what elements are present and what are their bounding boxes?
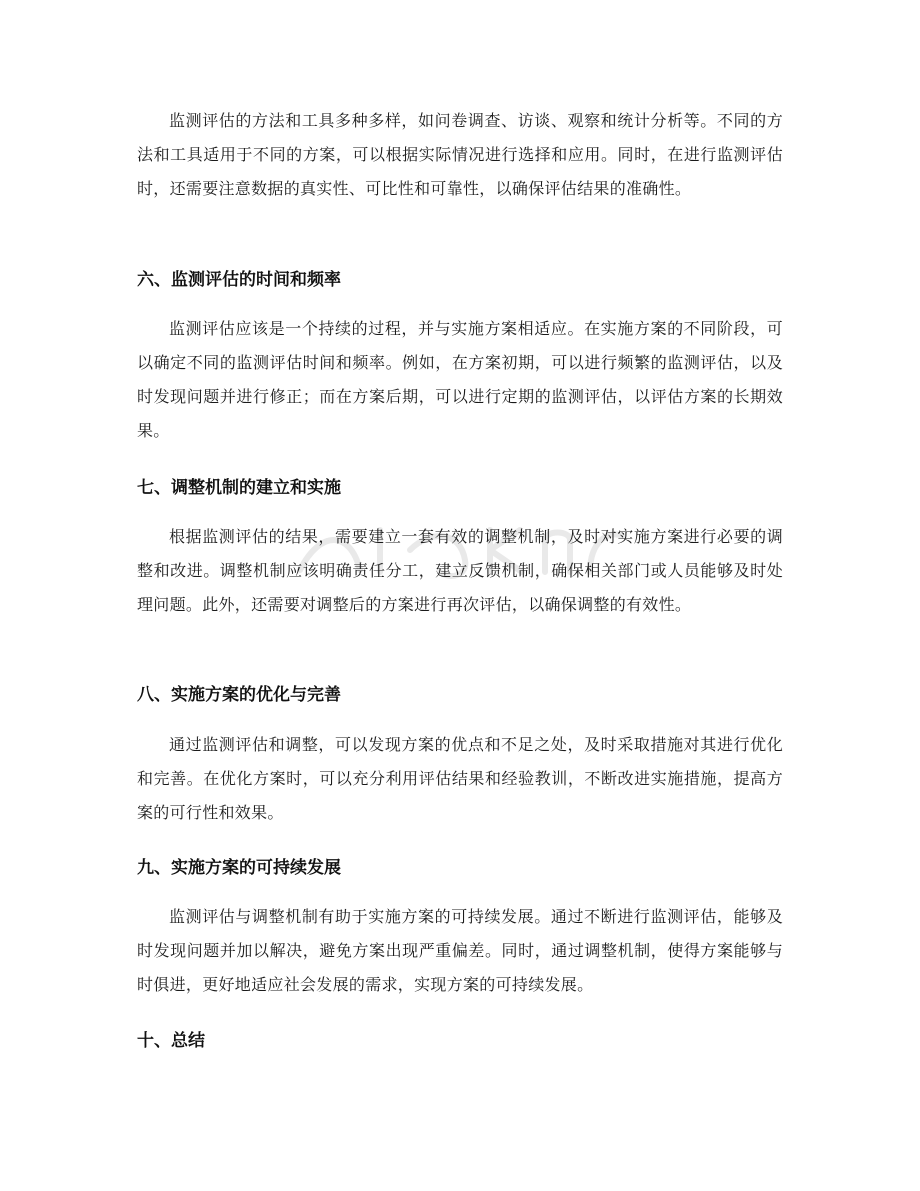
paragraph-section-8: 通过监测评估和调整，可以发现方案的优点和不足之处，及时采取措施对其进行优化和完善。在优化方案时，可以充分利用评估结果和经验教训，不断改进实施措施，提高方案的可行性和效果。 <box>137 735 783 822</box>
heading-section-9: 九、实施方案的可持续发展 <box>137 858 341 878</box>
paragraph-section-6: 监测评估应该是一个持续的过程，并与实施方案相适应。在实施方案的不同阶段，可以确定不同的监测评估时间和频率。例如，在方案初期，可以进行频繁的监测评估，以及时发现问题并进行修正；而在方案后期，可以进行定期的监测评估，以评估方案的长期效果。 <box>137 319 783 440</box>
heading-section-7: 七、调整机制的建立和实施 <box>137 478 341 498</box>
heading-section-6: 六、监测评估的时间和频率 <box>137 270 341 290</box>
paragraph-methods: 监测评估的方法和工具多种多样，如问卷调查、访谈、观察和统计分析等。不同的方法和工具适用于不同的方案，可以根据实际情况进行选择和应用。同时，在进行监测评估时，还需要注意数据的真实性、可比性和可靠性，以确保评估结果的准确性。 <box>137 111 783 198</box>
paragraph-section-7: 根据监测评估的结果，需要建立一套有效的调整机制，及时对实施方案进行必要的调整和改进。调整机制应该明确责任分工，建立反馈机制，确保相关部门或人员能够及时处理问题。此外，还需要对调整后的方案进行再次评估，以确保调整的有效性。 <box>137 527 783 614</box>
heading-section-8: 八、实施方案的优化与完善 <box>137 685 341 705</box>
paragraph-section-9: 监测评估与调整机制有助于实施方案的可持续发展。通过不断进行监测评估，能够及时发现问题并加以解决，避免方案出现严重偏差。同时，通过调整机制，使得方案能够与时俱进，更好地适应社会发展的需求，实现方案的可持续发展。 <box>137 907 783 994</box>
heading-section-10: 十、总结 <box>137 1031 205 1051</box>
